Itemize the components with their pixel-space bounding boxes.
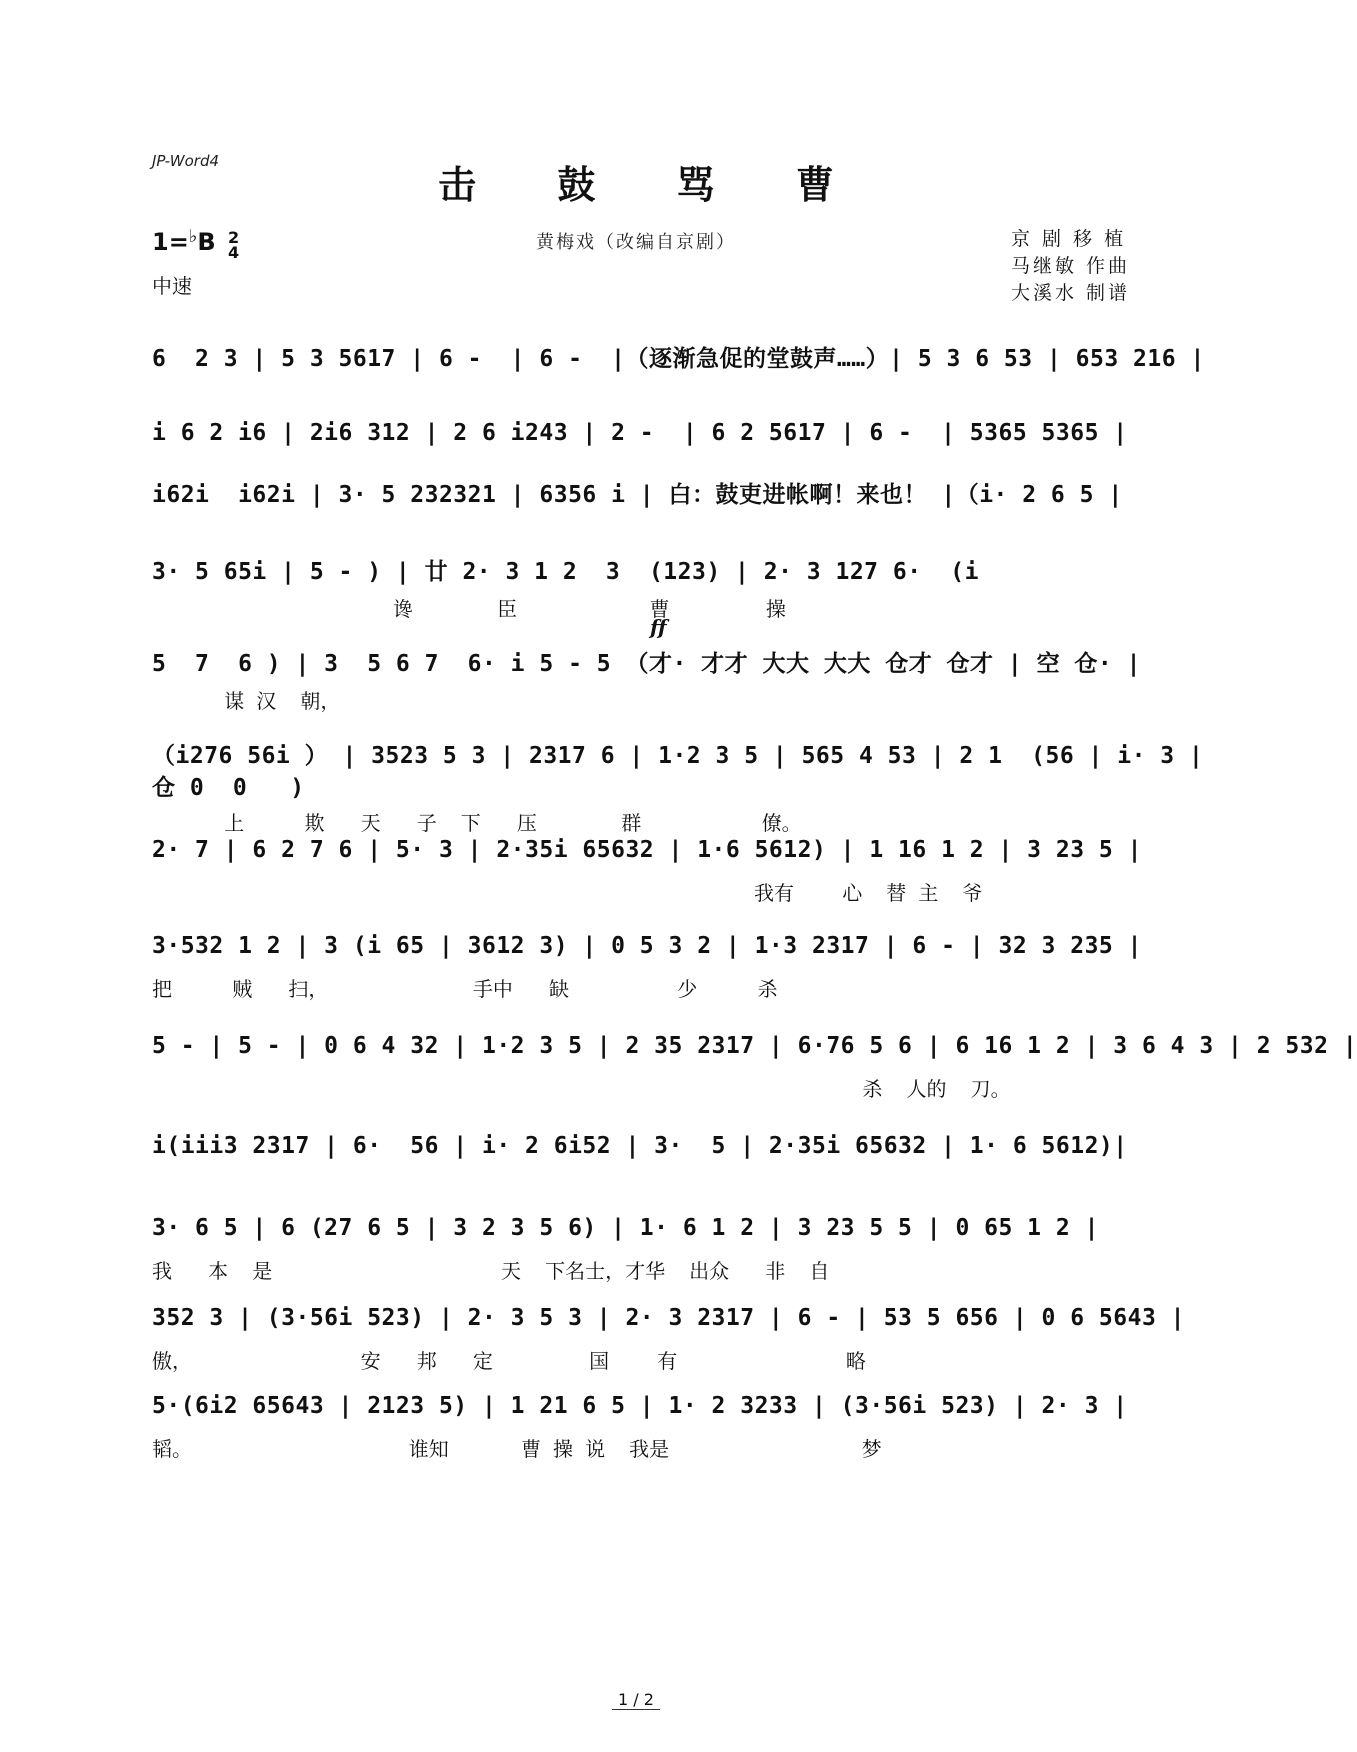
credit-line: 京 剧 移 植 — [1010, 228, 1127, 250]
software-label: JP-Word4 — [152, 152, 220, 170]
lyric-line: 韬。 谁知 曹 操 说 我是 梦 — [152, 1437, 882, 1461]
notation-subline: 仓 0 0 ) — [152, 775, 305, 801]
dynamic-marking: ff — [650, 615, 667, 639]
flat-sign: ♭ — [188, 226, 198, 247]
notation-line: 6 2 3 | 5 3 5617 | 6 - | 6 - |（逐渐急促的堂鼓声……）| 5 3 6 53 | 653 216 | — [152, 346, 1205, 372]
time-bottom: 4 — [227, 243, 240, 262]
notation-line: 352 3 | (3·56i 523) | 2· 3 5 3 | 2· 3 2317 | 6 - | 53 5 656 | 0 6 5643 | — [152, 1305, 1185, 1331]
notation-line: 5 - | 5 - | 0 6 4 32 | 1·2 3 5 | 2 35 2317 | 6·76 5 6 | 6 16 1 2 | 3 6 4 3 | 2 532 | — [152, 1033, 1357, 1059]
notation-line: i 6 2 i6 | 2i6 312 | 2 6 i243 | 2 - | 6 2 5617 | 6 - | 5365 5365 | — [152, 420, 1128, 446]
notation-line: 3· 5 65i | 5 - ) | 廿 2· 3 1 2 3 (123) | 2· 3 127 6· (i — [152, 559, 979, 585]
notation-line: 3·532 1 2 | 3 (i 65 | 3612 3) | 0 5 3 2 | 1·3 2317 | 6 - | 32 3 235 | — [152, 933, 1142, 959]
song-subtitle: 黄梅戏（改编自京剧） — [536, 232, 736, 253]
song-title: 击 鼓 骂 曹 — [438, 163, 868, 207]
notation-line: i(iii3 2317 | 6· 56 | i· 2 6i52 | 3· 5 | 2·35i 65632 | 1· 6 5612)| — [152, 1133, 1128, 1159]
lyric-line: 谗 臣 曹 操 — [152, 597, 786, 621]
lyric-line: 把 贼 扫， 手中 缺 少 杀 — [152, 977, 778, 1001]
notation-line: （i276 56i ） | 3523 5 3 | 2317 6 | 1·2 3 5 | 565 4 53 | 2 1 (56 | i· 3 | — [152, 743, 1204, 769]
lyric-line: 上 欺 天 子 下 压 群 僚。 — [152, 811, 802, 835]
lyric-line: 谋 汉 朝， — [152, 689, 341, 713]
lyric-line: 我 本 是 天 下名士，才华 出众 非 自 — [152, 1259, 830, 1283]
notation-line: 5 7 6 ) | 3 5 6 7 6· i 5 - 5 （才· 才才 大大 大大 仓才 仓才 | 空 仓· | — [152, 651, 1141, 677]
notation-line: 5·(6i2 65643 | 2123 5) | 1 21 6 5 | 1· 2 3233 | (3·56i 523) | 2· 3 | — [152, 1393, 1128, 1419]
credit-line: 马继敏 作曲 — [1010, 255, 1130, 277]
lyric-line: 杀 人的 刀。 — [152, 1077, 1011, 1101]
notation-line: i62i i62i | 3· 5 232321 | 6356 i | 白：鼓吏进帐啊！来也！ |（i· 2 6 5 | — [152, 482, 1123, 508]
credits-block — [1011, 226, 1130, 307]
page-number-text: 1 / 2 — [612, 1690, 660, 1710]
lyric-line: 傲， 安 邦 定 国 有 略 — [152, 1349, 866, 1373]
time-top: 2 — [227, 228, 240, 247]
page-number — [0, 1690, 1272, 1709]
key-note: B — [197, 228, 216, 256]
tempo-marking: 中速 — [152, 274, 192, 298]
credit-line: 大溪水 制谱 — [1010, 282, 1130, 304]
notation-line: 2· 7 | 6 2 7 6 | 5· 3 | 2·35i 65632 | 1·6 5612) | 1 16 1 2 | 3 23 5 | — [152, 837, 1142, 863]
lyric-line: 我有 心 替 主 爷 — [152, 881, 983, 905]
key-prefix: 1= — [152, 228, 189, 256]
notation-line: 3· 6 5 | 6 (27 6 5 | 3 2 3 5 6) | 1· 6 1 2 | 3 23 5 5 | 0 65 1 2 | — [152, 1215, 1099, 1241]
